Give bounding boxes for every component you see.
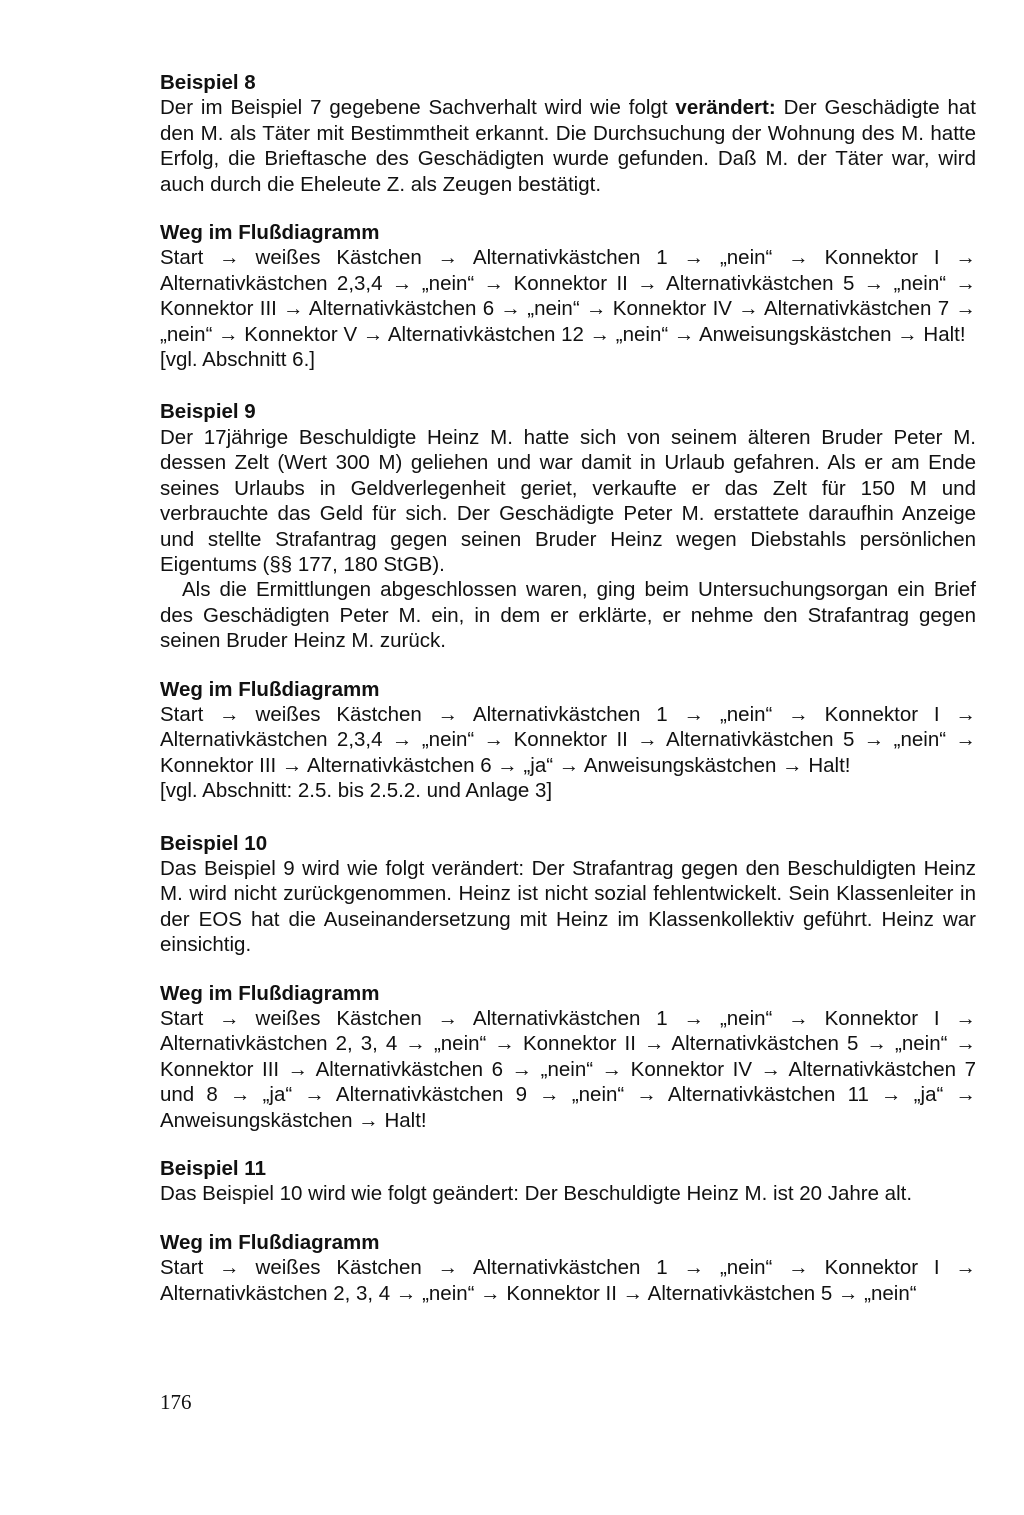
example-11-path: Start → weißes Kästchen → Alternativkästchen 1 → „nein“ → Konnektor I → Alternativkästchen 2, 3, 4 → „nein“ → Konnektor II → Alternativkästchen 5 → „nein“ [160, 1256, 976, 1305]
example-8-path: Start → weißes Kästchen → Alternativkästchen 1 → „nein“ → Konnektor I → Alternativkästchen 2,3,4 → „nein“ → Konnektor II → Alternativkästchen 5 → „nein“ → Konnektor III → Alternativkästchen 6 → „nein“ → Konnektor IV → Alternativkästchen 7 → „nein“ → Konnektor V → Alternativkästchen 12 → „nein“ → Anweisungskästchen → Halt! [160, 246, 976, 346]
example-9-paragraph-2: Als die Ermittlungen abgeschlossen waren, ging beim Untersuchungsorgan ein Brief des Geschädigten Peter M. ein, in dem er erklärte, er nehme den Strafantrag gegen seinen Bruder Heinz M. zurück. [160, 578, 976, 653]
example-9-path-heading: Weg im Flußdiagramm [160, 677, 380, 701]
example-10-paragraph: Das Beispiel 9 wird wie folgt verändert: Der Strafantrag gegen den Beschuldigten Heinz M. wird nicht zurückgenommen. Heinz ist nicht sozial fehlentwickelt. Sein Klassenleiter in der EOS hat die Auseinandersetzung mit Heinz im Klassenkollektiv geführt. Heinz war einsichtig. [160, 856, 976, 957]
example-8-text [160, 95, 976, 197]
example-9-heading: Beispiel 9 [160, 400, 256, 424]
example-10-path: Start → weißes Kästchen → Alternativkästchen 1 → „nein“ → Konnektor I → Alternativkästchen 2, 3, 4 → „nein“ → Konnektor II → Alternativkästchen 5 → „nein“ → Konnektor III → Alternativkästchen 6 → „nein“ → Konnektor IV → Alternativkästchen 7 und 8 → „ja“ → Alternativkästchen 9 → „nein“ → Alternativkästchen 11 → „ja“ → Anweisungskästchen → Halt! [160, 1007, 976, 1132]
example-8-heading: Beispiel 8 [160, 71, 256, 94]
example-11-paragraph: Das Beispiel 10 wird wie folgt geändert: Der Beschuldigte Heinz M. ist 20 Jahre alt. [160, 1182, 913, 1206]
example-11-heading: Beispiel 11 [160, 1157, 266, 1181]
page-number: 176 [160, 1390, 192, 1414]
example-11-path-heading: Weg im Flußdiagramm [160, 1230, 380, 1254]
example-8-reference: [vgl. Abschnitt 6.] [160, 348, 315, 372]
example-8 [160, 70, 976, 372]
example-11 [160, 1156, 976, 1306]
example-9-paragraph-1: Der 17jährige Beschuldigte Heinz M. hatte sich von seinem älteren Bruder Peter M. dessen Zelt (Wert 300 M) geliehen und war damit in Urlaub gefahren. Als er am Ende seines Urlaubs in Geldverlegenheit geriet, verkaufte er das Zelt für 150 M und verbrauchte das Geld für sich. Der Geschädigte Peter M. erstattete daraufhin Anzeige und stellte Strafantrag gegen seinen Bruder Heinz wegen Diebstahls persönlichen Eigentums (§§ 177, 180 StGB). [160, 425, 976, 576]
example-8-text-start: Der im Beispiel 7 gegebene Sachverhalt wird wie folgt [160, 96, 676, 120]
example-10 [160, 831, 976, 1133]
example-9 [160, 399, 976, 803]
example-9-reference: [vgl. Abschnitt: 2.5. bis 2.5.2. und Anlage 3] [160, 779, 553, 803]
example-9-path: Start → weißes Kästchen → Alternativkästchen 1 → „nein“ → Konnektor I → Alternativkästchen 2,3,4 → „nein“ → Konnektor II → Alternativkästchen 5 → „nein“ → Konnektor III → Alternativkästchen 6 → „ja“ → Anweisungskästchen → Halt! [160, 702, 976, 777]
example-8-text-emphasis: verändert: [675, 96, 776, 120]
example-10-path-heading: Weg im Flußdiagramm [160, 981, 380, 1005]
example-8-text-end: Der Geschädigte hat den M. als Täter mit Bestimmtheit erkannt. Die Durchsuchung der Wohnung des M. hatte Erfolg, die Brieftasche des Geschädigten wurde gefunden. Daß M. der Täter war, wird auch durch die Eheleute Z. als Zeugen bestätigt. [160, 96, 976, 196]
example-10-heading: Beispiel 10 [160, 831, 268, 855]
page-body [160, 70, 976, 1306]
example-8-path-heading: Weg im Flußdiagramm [160, 221, 380, 245]
